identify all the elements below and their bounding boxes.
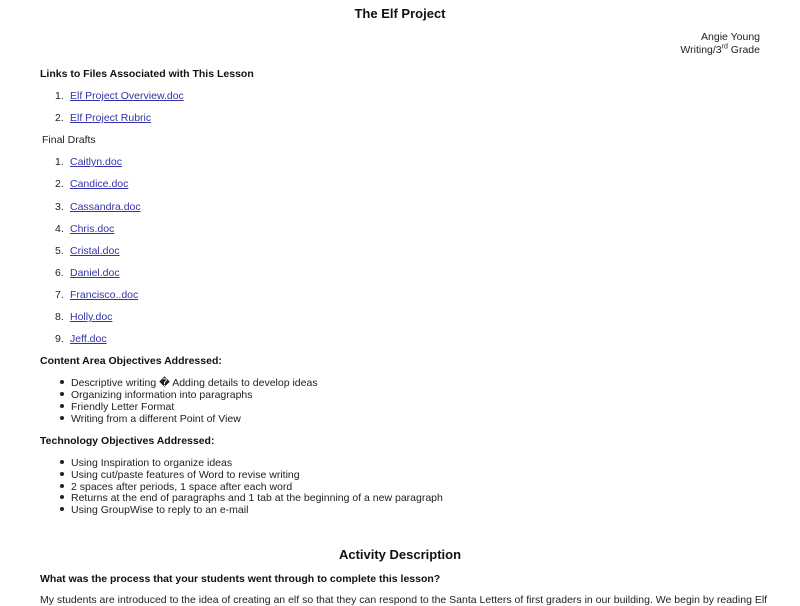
bullet-icon bbox=[60, 404, 64, 408]
item-number: 7. bbox=[55, 289, 64, 301]
item-number: 3. bbox=[55, 201, 64, 213]
page-title: The Elf Project bbox=[354, 6, 446, 21]
file-link-rubric[interactable]: Elf Project Rubric bbox=[70, 112, 152, 124]
bullet-icon bbox=[60, 484, 64, 488]
item-number: 6. bbox=[55, 267, 64, 279]
bullet-icon bbox=[60, 460, 64, 464]
list-item bbox=[55, 288, 138, 302]
list-item bbox=[60, 401, 174, 413]
author-name: Angie Young bbox=[701, 31, 760, 43]
subject-suffix: Grade bbox=[727, 44, 760, 56]
list-item bbox=[55, 310, 112, 324]
technology-objectives-heading: Technology Objectives Addressed: bbox=[40, 435, 215, 447]
author-block bbox=[680, 31, 760, 57]
list-item bbox=[60, 377, 318, 389]
subject-ordinal: rd bbox=[721, 43, 728, 51]
item-number: 4. bbox=[55, 223, 64, 235]
item-number: 2. bbox=[55, 178, 64, 190]
item-number: 9. bbox=[55, 333, 64, 345]
list-item bbox=[55, 200, 141, 214]
objective-text: Returns at the end of paragraphs and 1 tab at the beginning of a new paragraph bbox=[71, 492, 443, 504]
bullet-icon bbox=[60, 495, 64, 499]
objective-text: Friendly Letter Format bbox=[71, 401, 175, 413]
activity-question: What was the process that your students went through to complete this lesson? bbox=[40, 573, 441, 585]
item-number: 2. bbox=[55, 112, 64, 124]
list-item bbox=[55, 222, 114, 236]
list-item bbox=[60, 389, 253, 401]
file-link-cassandra[interactable]: Cassandra.doc bbox=[70, 201, 141, 213]
list-item bbox=[60, 469, 300, 481]
list-item bbox=[55, 244, 120, 258]
file-link-caitlyn[interactable]: Caitlyn.doc bbox=[70, 156, 122, 168]
objective-text: Using GroupWise to reply to an e-mail bbox=[71, 504, 249, 516]
file-link-holly[interactable]: Holly.doc bbox=[70, 311, 113, 323]
author-subject bbox=[680, 44, 760, 57]
final-drafts-label: Final Drafts bbox=[42, 134, 96, 146]
bullet-icon bbox=[60, 507, 64, 511]
list-item bbox=[55, 177, 128, 191]
list-item bbox=[55, 89, 184, 103]
subject-prefix: Writing/3 bbox=[680, 44, 722, 56]
list-item bbox=[55, 155, 122, 169]
list-item bbox=[60, 492, 443, 504]
activity-paragraph: My students are introduced to the idea of creating an elf so that they can respond to the Santa Letters of first graders in our building. We begin by reading Elf bbox=[40, 594, 768, 606]
content-objectives-heading: Content Area Objectives Addressed: bbox=[40, 355, 222, 367]
objective-text: Organizing information into paragraphs bbox=[71, 389, 253, 401]
links-heading: Links to Files Associated with This Lesson bbox=[40, 68, 254, 80]
bullet-icon bbox=[60, 392, 64, 396]
list-item bbox=[60, 457, 232, 469]
list-item bbox=[55, 266, 120, 280]
list-item bbox=[55, 332, 107, 346]
objective-text: Using cut/paste features of Word to revise writing bbox=[71, 469, 300, 481]
file-link-overview[interactable]: Elf Project Overview.doc bbox=[70, 90, 184, 102]
file-link-jeff[interactable]: Jeff.doc bbox=[70, 333, 107, 345]
file-link-francisco[interactable]: Francisco..doc bbox=[70, 289, 139, 301]
bullet-icon bbox=[60, 416, 64, 420]
objective-text: Writing from a different Point of View bbox=[71, 413, 241, 425]
list-item bbox=[60, 413, 241, 425]
file-link-chris[interactable]: Chris.doc bbox=[70, 223, 115, 235]
item-number: 8. bbox=[55, 311, 64, 323]
item-number: 1. bbox=[55, 90, 64, 102]
list-item bbox=[60, 504, 248, 516]
file-link-cristal[interactable]: Cristal.doc bbox=[70, 245, 120, 257]
list-item bbox=[55, 111, 151, 125]
item-number: 5. bbox=[55, 245, 64, 257]
item-number: 1. bbox=[55, 156, 64, 168]
file-link-daniel[interactable]: Daniel.doc bbox=[70, 267, 120, 279]
file-link-candice[interactable]: Candice.doc bbox=[70, 178, 129, 190]
objective-text: Using Inspiration to organize ideas bbox=[71, 457, 233, 469]
objective-text: 2 spaces after periods, 1 space after each word bbox=[71, 481, 293, 493]
activity-heading: Activity Description bbox=[338, 547, 462, 562]
bullet-icon bbox=[60, 472, 64, 476]
objective-text: Descriptive writing � Adding details to develop ideas bbox=[71, 377, 318, 389]
bullet-icon bbox=[60, 380, 64, 384]
